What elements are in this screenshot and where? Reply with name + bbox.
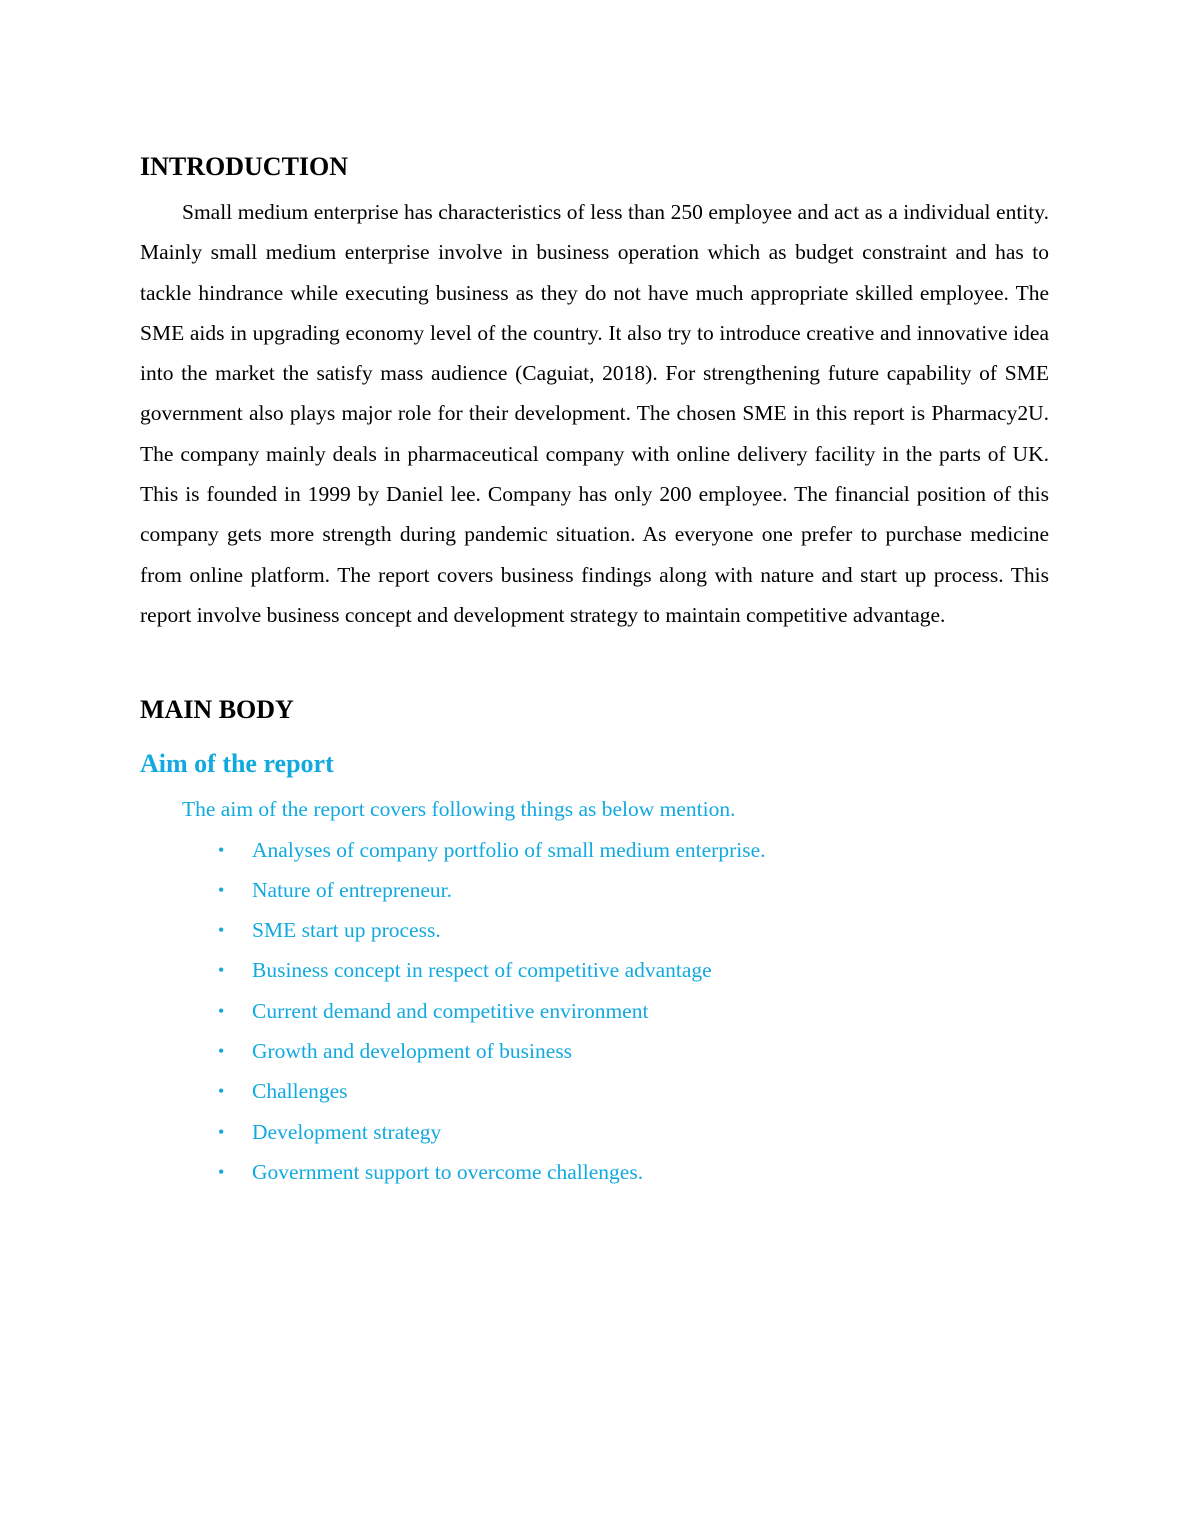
- list-item: • Business concept in respect of competitive advantage: [252, 950, 1049, 990]
- introduction-heading: INTRODUCTION: [140, 152, 349, 181]
- list-item: • Analyses of company portfolio of small medium enterprise.: [252, 830, 1049, 870]
- bullet-icon: •: [218, 1161, 225, 1182]
- main-body-heading: MAIN BODY: [140, 695, 294, 725]
- list-item: • Challenges: [252, 1071, 1049, 1111]
- aim-heading: Aim of the report: [140, 749, 334, 779]
- list-item: • Government support to overcome challenges.: [252, 1152, 1049, 1192]
- bullet-icon: •: [218, 839, 225, 860]
- list-item: • SME start up process.: [252, 910, 1049, 950]
- bullet-icon: •: [218, 879, 225, 900]
- bullet-icon: •: [218, 1081, 225, 1102]
- list-item: • Current demand and competitive environment: [252, 991, 1049, 1031]
- aim-list: [140, 830, 1049, 1193]
- list-item: • Development strategy: [252, 1112, 1049, 1152]
- document-page: [140, 150, 1049, 1192]
- list-item: • Nature of entrepreneur.: [252, 870, 1049, 910]
- aim-intro: The aim of the report covers following things as below mention.: [182, 797, 736, 822]
- bullet-icon: •: [218, 960, 225, 981]
- bullet-icon: •: [218, 1041, 225, 1062]
- bullet-icon: •: [218, 920, 225, 941]
- introduction-paragraph: Small medium enterprise has characteristics of less than 250 employee and act as a individual entity. Mainly small medium enterprise involve in business operation which as budget constraint and has to tackle hindrance while executing business as they do not have much appropriate skilled employee. The SME aids in upgrading economy level of the country. It also try to introduce creative and innovative idea into the market the satisfy mass audience (Caguiat, 2018). For strengthening future capability of SME government also plays major role for their development. The chosen SME in this report is Pharmacy2U. The company mainly deals in pharmaceutical company with online delivery facility in the parts of UK. This is founded in 1999 by Daniel lee. Company has only 200 employee. The financial position of this company gets more strength during pandemic situation. As everyone one prefer to purchase medicine from online platform. The report covers business findings along with nature and start up process. This report involve business concept and development strategy to maintain competitive advantage.: [140, 200, 1049, 627]
- bullet-icon: •: [218, 1000, 225, 1021]
- bullet-icon: •: [218, 1121, 225, 1142]
- list-item: • Growth and development of business: [252, 1031, 1049, 1071]
